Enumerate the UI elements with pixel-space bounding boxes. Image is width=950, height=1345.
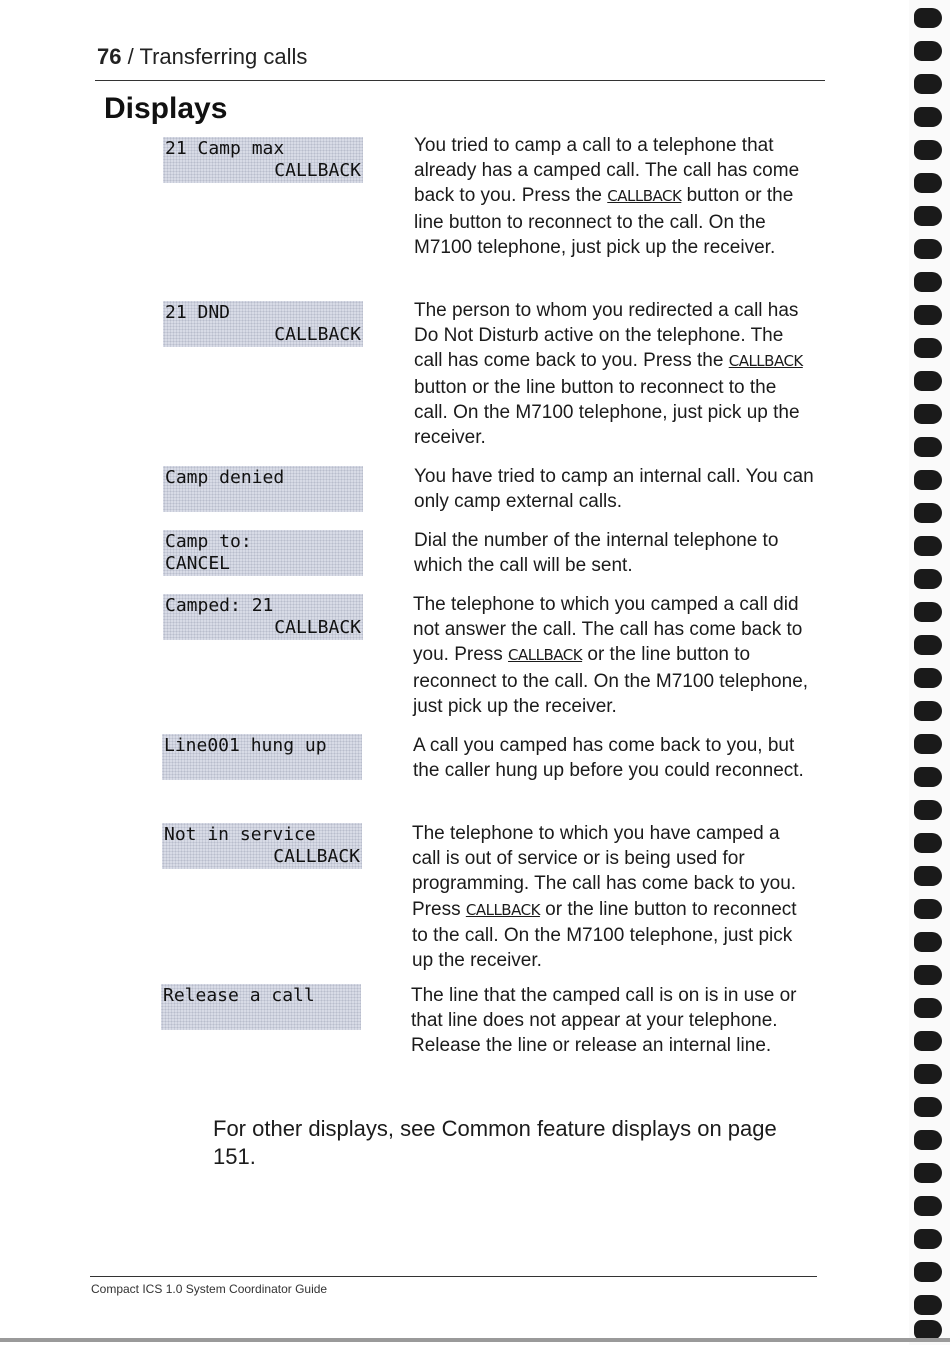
binding-hole (914, 965, 942, 985)
chapter-title: Transferring calls (139, 44, 308, 69)
lcd-line-2: CALLBACK (274, 160, 361, 181)
binding-hole (914, 1295, 942, 1315)
binding-hole (914, 1130, 942, 1150)
desc-text: The line that the camped call is on is in use or that line does not appear at your telephone. Release the line or release an internal line. (411, 985, 797, 1057)
binding-hole (914, 668, 942, 688)
lcd-display (163, 594, 363, 640)
binding-hole (914, 8, 942, 28)
lcd-display (163, 301, 363, 347)
display-description (412, 821, 812, 973)
binding-hole (914, 998, 942, 1018)
desc-text: The person to whom you redirected a call has Do Not Disturb active on the telephone. The call has come back to you. Press the (414, 300, 799, 372)
desc-text: or the line button to reconnect to the call. On the M7100 telephone, just pick up the receiver. (412, 898, 797, 972)
display-description (414, 133, 814, 260)
spiral-binding (909, 0, 950, 1345)
desc-text: button or the line button to reconnect to the call. On the M7100 telephone, just pick up the receiver. (414, 185, 794, 258)
binding-hole (914, 1163, 942, 1183)
binding-hole (914, 305, 942, 325)
lcd-line-1: Release a call (163, 985, 315, 1006)
desc-text: The telephone to which you camped a call did not answer the call. The call has come back to you. Press (413, 594, 803, 666)
footer-divider (90, 1276, 817, 1277)
binding-hole (914, 470, 942, 490)
desc-text: A call you camped has come back to you, but the caller hung up before you could reconnect. (413, 735, 804, 782)
binding-hole (914, 41, 942, 61)
binding-hole (914, 239, 942, 259)
binding-hole (914, 272, 942, 292)
binding-hole (914, 767, 942, 787)
page-number: 76 (97, 44, 122, 69)
callback-key-label: CALLBACK (728, 352, 803, 371)
lcd-line-1: 21 DND (165, 302, 231, 323)
binding-hole (914, 635, 942, 655)
binding-hole (914, 107, 942, 127)
binding-hole (914, 932, 942, 952)
binding-hole (914, 602, 942, 622)
callback-key-label: CALLBACK (465, 900, 540, 919)
lcd-display (162, 734, 362, 780)
binding-hole (914, 734, 942, 754)
desc-text: button or the line button to reconnect to the call. On the M7100 telephone, just pick up the receiver. (414, 376, 800, 449)
callback-key-label: CALLBACK (607, 187, 682, 206)
lcd-line-2: CANCEL (165, 553, 231, 574)
binding-hole (914, 833, 942, 853)
binding-hole (914, 1097, 942, 1117)
page-header (97, 44, 307, 70)
lcd-line-1: Camped: 21 (165, 595, 274, 616)
binding-hole (914, 437, 942, 457)
footer-text: Compact ICS 1.0 System Coordinator Guide (91, 1282, 328, 1296)
binding-hole (914, 536, 942, 556)
binding-hole (914, 1031, 942, 1051)
display-description (413, 592, 813, 719)
binding-hole (914, 1320, 942, 1340)
lcd-display (163, 466, 363, 512)
header-separator: / (127, 44, 134, 69)
binding-hole (914, 173, 942, 193)
lcd-display (163, 530, 363, 576)
lcd-line-1: Not in service (164, 824, 316, 845)
binding-hole (914, 206, 942, 226)
display-description (414, 528, 814, 578)
lcd-line-1: 21 Camp max (165, 138, 285, 159)
desc-text: Dial the number of the internal telephone to which the call will be sent. (414, 530, 779, 577)
lcd-line-2: CALLBACK (274, 324, 361, 345)
binding-hole (914, 503, 942, 523)
binding-hole (914, 701, 942, 721)
display-description (411, 983, 811, 1059)
binding-hole (914, 140, 942, 160)
binding-hole (914, 899, 942, 919)
binding-hole (914, 404, 942, 424)
section-title: Displays (104, 92, 228, 125)
lcd-line-2: CALLBACK (274, 617, 361, 638)
desc-text: You have tried to camp an internal call. You can only camp external calls. (414, 466, 814, 513)
binding-hole (914, 74, 942, 94)
callback-key-label: CALLBACK (508, 646, 583, 665)
binding-hole (914, 800, 942, 820)
binding-hole (914, 1064, 942, 1084)
binding-hole (914, 338, 942, 358)
lcd-line-1: Camp to: (165, 531, 252, 552)
lcd-line-1: Camp denied (165, 467, 285, 488)
binding-hole (914, 1229, 942, 1249)
footnote-cross-reference: For other displays, see Common feature displays on page 151. (213, 1116, 777, 1169)
page-edge-shadow (0, 1338, 950, 1342)
binding-hole (914, 371, 942, 391)
binding-hole (914, 569, 942, 589)
lcd-display (161, 984, 361, 1030)
desc-text: The telephone to which you have camped a call is out of service or is being used for programming. The call has come back to you. Press (412, 823, 797, 920)
binding-hole (914, 1262, 942, 1282)
display-description (414, 298, 814, 450)
display-description (414, 464, 814, 514)
binding-hole (914, 1196, 942, 1216)
lcd-line-2: CALLBACK (273, 846, 360, 867)
desc-text: You tried to camp a call to a telephone that already has a camped call. The call has come back to you. Press the (414, 135, 800, 207)
lcd-display (163, 137, 363, 183)
lcd-display (162, 823, 362, 869)
display-description (413, 733, 813, 783)
desc-text: or the line button to reconnect to the call. On the M7100 telephone, just pick up the receiver. (413, 644, 809, 717)
lcd-line-1: Line001 hung up (164, 735, 327, 756)
header-divider (95, 80, 825, 81)
binding-hole (914, 866, 942, 886)
